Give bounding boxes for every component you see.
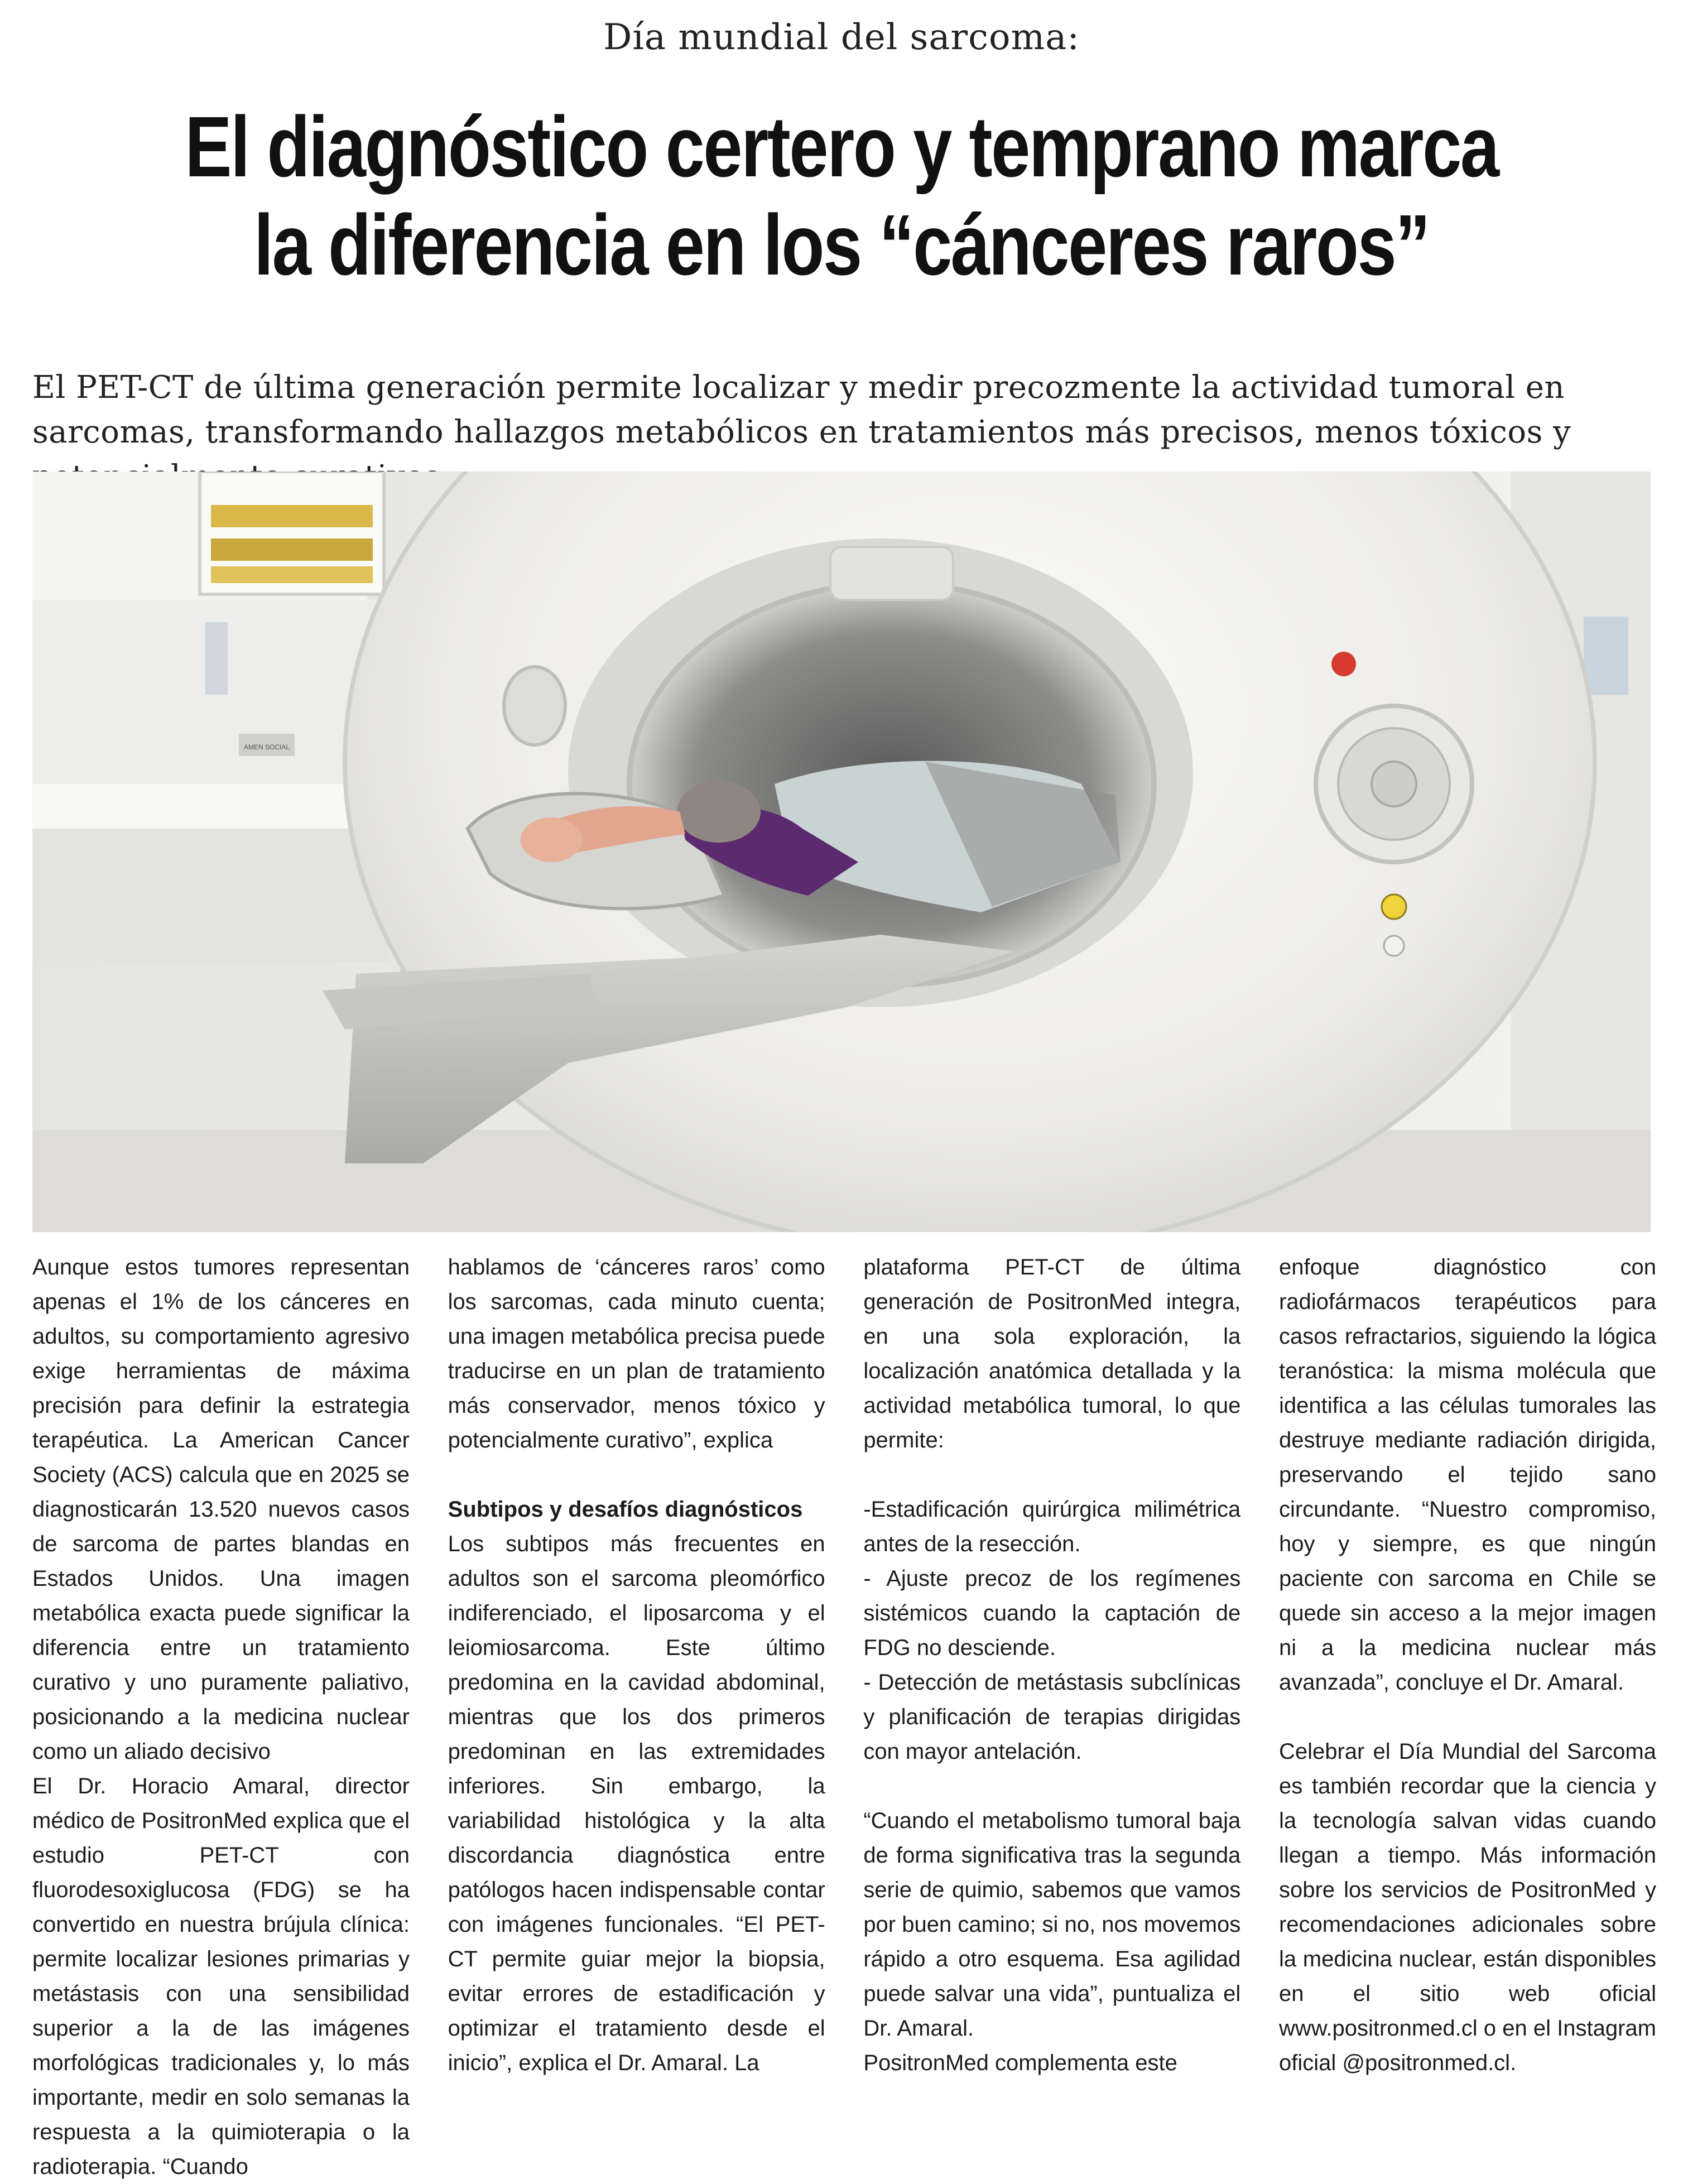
red-indicator <box>1331 652 1356 676</box>
paragraph: PositronMed complementa este <box>863 2051 1177 2075</box>
paragraph: plataforma PET-CT de última generación de PositronMed integra, en una sola exploración, la localización anatómica detallada y la actividad metabólica tumoral, lo que permite: <box>863 1255 1241 1452</box>
paragraph: Los subtipos más frecuentes en adultos son el sarcoma pleomórfico indiferenciado, el liposarcoma y el leiomiosarcoma. Este último predomina en la cavidad abdominal, mientras que los dos primeros predominan en las extremidades inferiores. Sin embargo, la variabilidad histológica y la alta discordancia diagnóstica entre patólogos hacen indispensable contar con imágenes funcionales. “El PET-CT permite guiar mejor la biopsia, evitar errores de estadificación y optimizar el tratamiento desde el inicio”, explica el Dr. Amaral. La <box>448 1532 825 2075</box>
column-2 <box>448 1250 825 2076</box>
bullet-item: - Detección de metástasis subclínicas y planificación de terapias dirigidas con mayor antelación. <box>863 1670 1241 1764</box>
column-3 <box>863 1250 1240 2076</box>
paragraph: hablamos de ‘cánceres raros’ como los sarcomas, cada minuto cuenta; una imagen metabólica precisa puede traducirse en un plan de tratamiento más conservador, menos tóxico y potencialmente curativo”, explica <box>448 1255 825 1452</box>
bullet-item: -Estadificación quirúrgica milimétrica antes de la resección. <box>863 1497 1241 1556</box>
paragraph: Aunque estos tumores representan apenas el 1% de los cánceres en adultos, su comportamiento agresivo exige herramientas de máxima precisión para definir la estrategia terapéutica. La American Cancer Society (ACS) calcula que en 2025 se diagnosticarán 13.520 nuevos casos de sarcoma de partes blandas en Estados Unidos. Una imagen metabólica exacta puede significar la diferencia entre un tratamiento curativo y uno puramente paliativo, posicionando a la medicina nuclear como un aliado decisivo <box>32 1255 410 1764</box>
column-4 <box>1279 1250 1656 2076</box>
paragraph: Celebrar el Día Mundial del Sarcoma es también recordar que la ciencia y la tecnología salvan vidas cuando llegan a tiempo. Más información sobre los servicios de PositronMed y recomendaciones adicionales sobre la medicina nuclear, están disponibles en el sitio web oficial www.positronmed.cl o en el Instagram oficial @positronmed.cl. <box>1278 1739 1656 2075</box>
paragraph: El Dr. Horacio Amaral, director médico de PositronMed explica que el estudio PET-CT con fluorodesoxiglucosa (FDG) se ha convertido en nuestra brújula clínica: permite localizar lesiones primarias y metástasis con una sensibilidad superior a la de las imágenes morfológicas tradicionales y, lo más importante, medir en solo semanas la respuesta a la quimioterapia o la radioterapia. “Cuando <box>32 1774 410 2179</box>
sign-text: AMEN SOCIAL <box>243 743 290 751</box>
kicker: Día mundial del sarcoma: <box>603 17 1080 58</box>
headline-line-1: El diagnóstico certero y temprano marca <box>185 99 1498 195</box>
headline-line-2: la diferencia en los “cánceres raros” <box>254 197 1429 293</box>
subheading: Subtipos y desafíos diagnósticos <box>448 1497 803 1522</box>
paragraph: “Cuando el metabolismo tumoral baja de forma significativa tras la segunda serie de quimio, sabemos que vamos por buen camino; si no, nos movemos rápido a otro esquema. Esa agilidad puede salvar una vida”, puntualiza el Dr. Amaral. <box>863 1808 1241 2041</box>
paragraph: enfoque diagnóstico con radiofármacos terapéuticos para casos refractarios, siguiendo la lógica teranóstica: la misma molécula que identifica a las células tumorales las destruye mediante radiación dirigida, preservando el tejido sano circundante. “Nuestro compromiso, hoy y siempre, es que ningún paciente con sarcoma en Chile se quede sin acceso a la mejor imagen ni a la medicina nuclear más avanzada”, concluye el Dr. Amaral. <box>1278 1255 1656 1695</box>
article-body <box>32 1250 1656 2179</box>
pet-ct-scanner-photo <box>32 472 1651 1232</box>
lede: El PET-CT de última generación permite localizar y medir precozmente la actividad tumoral en sarcomas, transformando hallazgos metabólicos en tratamientos más precisos, menos tóxicos y <box>32 369 1571 450</box>
bullet-item: - Ajuste precoz de los regímenes sistémicos cuando la captación de FDG no desciende. <box>863 1566 1241 1660</box>
radiation-warning-icon <box>1382 894 1406 919</box>
column-1 <box>32 1250 410 2179</box>
headline <box>170 98 1513 294</box>
